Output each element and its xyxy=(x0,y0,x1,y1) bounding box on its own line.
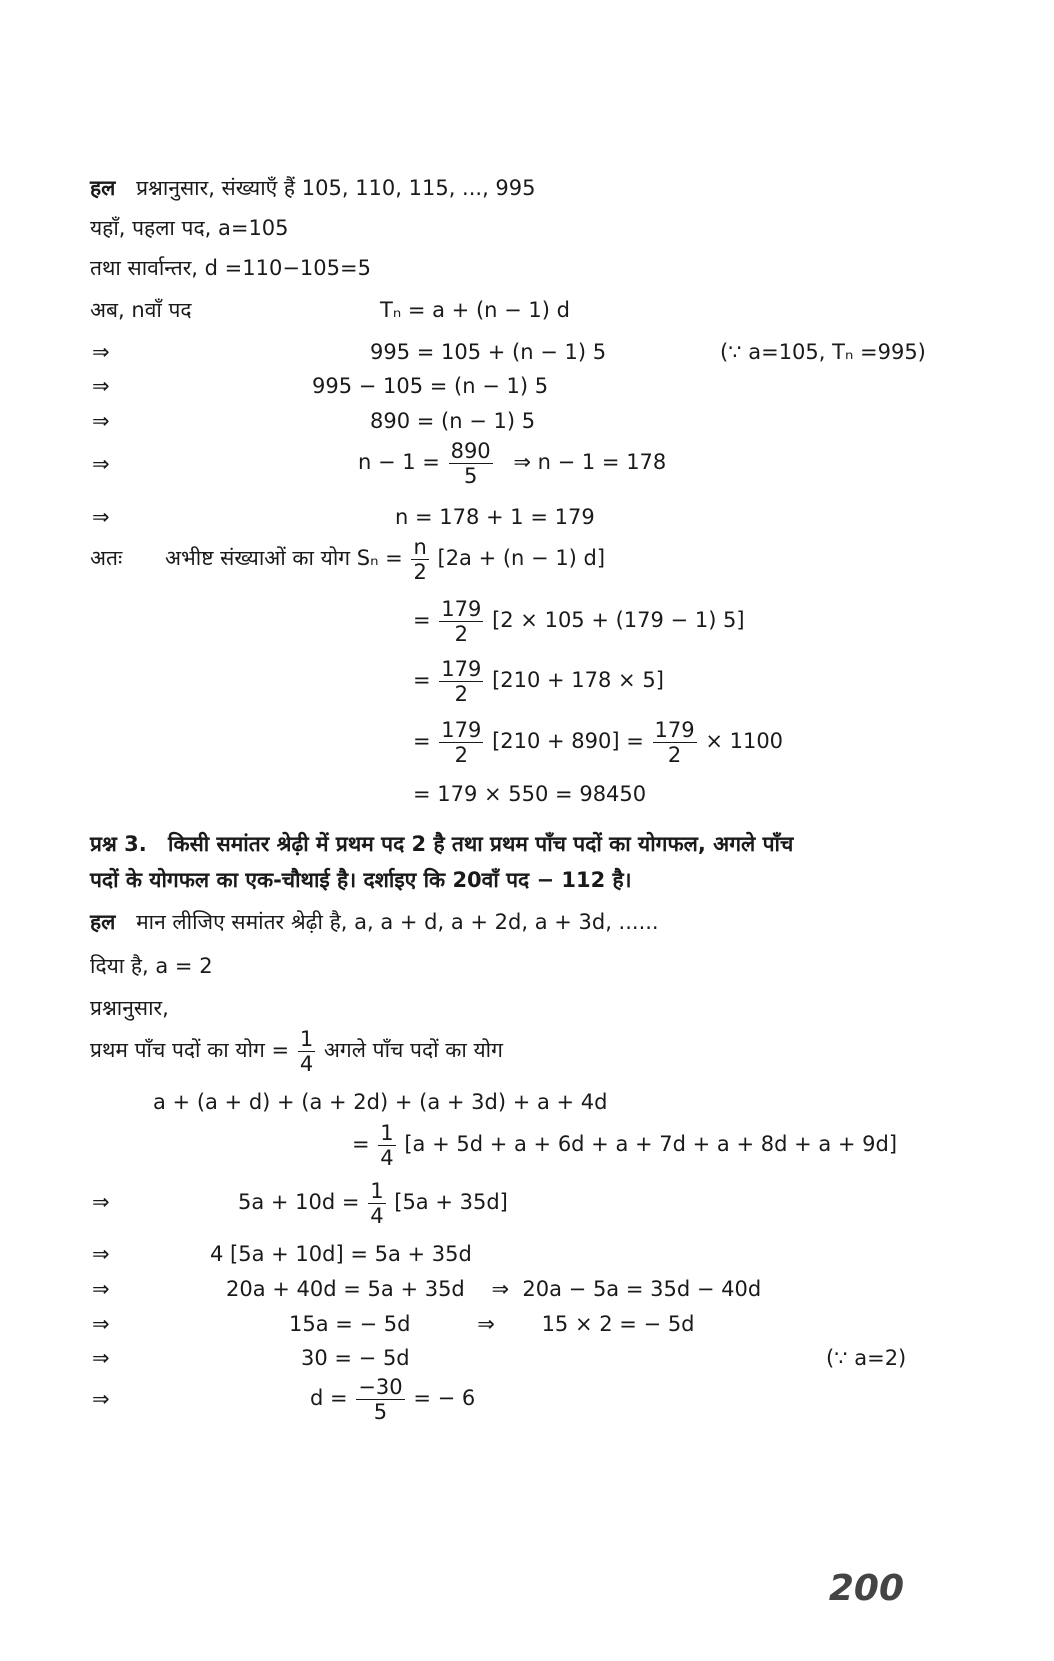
numerator: 179 xyxy=(441,656,482,681)
denominator: 5 xyxy=(373,1399,388,1424)
equation-left: d = xyxy=(310,1386,348,1410)
implies-arrow: ⇒ xyxy=(92,374,110,398)
equation-line: 4 [5a + 10d] = 5a + 35d xyxy=(210,1242,472,1266)
denominator: 2 xyxy=(454,621,469,646)
numerator: 179 xyxy=(441,717,482,742)
implies-arrow: ⇒ xyxy=(92,409,110,433)
question-3-line-2: पदों के योगफल का एक-चौथाई है। दर्शाइए कि 20वाँ पद − 112 है। xyxy=(90,868,632,892)
numerator: 1 xyxy=(370,1178,384,1203)
fraction xyxy=(298,1027,315,1076)
fraction-equation xyxy=(358,434,666,490)
numerator: 1 xyxy=(380,1120,394,1145)
numerator: 890 xyxy=(450,438,491,463)
equation-line xyxy=(238,1174,508,1230)
fraction xyxy=(439,657,483,706)
question-3-line-1 xyxy=(90,830,793,858)
solution-label: हल xyxy=(90,910,116,934)
fraction xyxy=(378,1121,395,1170)
fraction xyxy=(449,439,493,488)
sum-step: = $\frac{179}{2}$ [2 × 105 + (179 − 1) 5] xyxy=(413,596,745,646)
equation-line: 995 = 105 + (n − 1) 5 xyxy=(370,340,607,364)
given-line: दिया है, a = 2 xyxy=(90,954,213,978)
condition-right: अगले पाँच पदों का योग xyxy=(323,1038,503,1062)
sum-step: = $\frac{179}{2}$ [210 + 178 × 5] xyxy=(413,656,664,706)
equation-rest: [5a + 35d] xyxy=(394,1190,508,1214)
numerator: n xyxy=(411,535,428,560)
equation-left: n − 1 = xyxy=(358,450,440,474)
equation-line: a + (a + d) + (a + 2d) + (a + 3d) + a + 4d xyxy=(153,1090,608,1114)
implies-arrow: ⇒ xyxy=(92,1242,110,1266)
sum-text: अभीष्ट संख्याओं का योग Sₙ = xyxy=(165,546,403,570)
denominator: 2 xyxy=(667,742,682,767)
fraction xyxy=(356,1375,404,1424)
equation-line: 15a = − 5d ⇒ 15 × 2 = − 5d xyxy=(289,1312,695,1336)
denominator: 2 xyxy=(454,681,469,706)
numerator: 1 xyxy=(299,1026,314,1051)
sum-result: = 179 × 550 = 98450 xyxy=(413,782,647,806)
equation-right: ⇒ n − 1 = 178 xyxy=(513,450,667,474)
question-label: प्रश्न 3. xyxy=(90,832,147,856)
denominator: 5 xyxy=(463,463,478,488)
sum-formula xyxy=(165,530,605,586)
sum-rest: [2a + (n − 1) d] xyxy=(437,546,606,570)
common-difference-line: तथा सार्वान्तर, d =110−105=5 xyxy=(90,256,371,280)
equation-line: 890 = (n − 1) 5 xyxy=(370,409,536,433)
equation-note: (∵ a=105, Tₙ =995) xyxy=(720,340,926,364)
step-mid: [210 + 890] = xyxy=(492,729,644,753)
implies-arrow: ⇒ xyxy=(92,452,110,476)
step-rest: [210 + 178 × 5] xyxy=(492,668,664,692)
solution-label: हल xyxy=(90,176,116,200)
denominator: 4 xyxy=(299,1051,314,1076)
equation-line: 20a + 40d = 5a + 35d ⇒ 20a − 5a = 35d − 40d xyxy=(226,1277,762,1301)
equation-right: = − 6 xyxy=(413,1386,476,1410)
equation-line: 995 − 105 = (n − 1) 5 xyxy=(312,374,549,398)
implies-arrow: ⇒ xyxy=(92,1387,110,1411)
nth-term-formula: Tₙ = a + (n − 1) d xyxy=(380,298,570,322)
step-rest: [2 × 105 + (179 − 1) 5] xyxy=(492,608,745,632)
equation-left: 5a + 10d = xyxy=(238,1190,360,1214)
denominator: 2 xyxy=(413,559,427,584)
implies-arrow: ⇒ xyxy=(92,505,110,529)
numerator: 179 xyxy=(441,596,482,621)
implies-arrow: ⇒ xyxy=(92,1277,110,1301)
denominator: 4 xyxy=(370,1203,384,1228)
fraction xyxy=(439,597,483,646)
denominator: 2 xyxy=(454,742,469,767)
equation-line xyxy=(310,1370,475,1426)
solution-text: प्रश्नानुसार, संख्याएँ हैं 105, 110, 115, ..., 995 xyxy=(136,176,536,200)
nth-term-label: अब, nवाँ पद xyxy=(90,298,192,322)
solution-text: मान लीजिए समांतर श्रेढ़ी है, a, a + d, a + 2d, a + 3d, ...... xyxy=(136,910,659,934)
numerator: −30 xyxy=(358,1374,403,1399)
step-rest: × 1100 xyxy=(705,729,784,753)
fraction xyxy=(653,718,697,767)
denominator: 4 xyxy=(380,1145,394,1170)
implies-arrow: ⇒ xyxy=(92,340,110,364)
equation-rest: [a + 5d + a + 6d + a + 7d + a + 8d + a + 9d] xyxy=(404,1132,898,1156)
implies-arrow: ⇒ xyxy=(92,1312,110,1336)
fraction xyxy=(411,535,428,584)
condition-left: प्रथम पाँच पदों का योग = xyxy=(90,1038,290,1062)
equation-line: n = 178 + 1 = 179 xyxy=(395,505,595,529)
fraction xyxy=(439,718,483,767)
solution-1-intro xyxy=(90,174,536,202)
per-question-line: प्रश्नानुसार, xyxy=(90,996,169,1020)
sum-step: = $\frac{179}{2}$ [210 + 890] = $\frac{179}{2}$ × 1100 xyxy=(413,717,784,767)
equation-line: = $\frac{1}{4}$ [a + 5d + a + 6d + a + 7d + a + 8d + a + 9d] xyxy=(352,1120,898,1170)
equation-line: 30 = − 5d xyxy=(301,1346,410,1370)
sum-label: अतः xyxy=(90,546,123,570)
page-number: 200 xyxy=(828,1568,904,1609)
equation-note: (∵ a=2) xyxy=(826,1346,907,1370)
implies-arrow: ⇒ xyxy=(92,1190,110,1214)
fraction xyxy=(368,1179,385,1228)
condition-line xyxy=(90,1022,503,1078)
solution-2-intro xyxy=(90,908,659,936)
question-text: किसी समांतर श्रेढ़ी में प्रथम पद 2 है तथा प्रथम पाँच पदों का योगफल, अगले पाँच xyxy=(168,832,794,856)
numerator: 179 xyxy=(654,717,695,742)
implies-arrow: ⇒ xyxy=(92,1346,110,1370)
first-term-line: यहाँ, पहला पद, a=105 xyxy=(90,216,289,240)
